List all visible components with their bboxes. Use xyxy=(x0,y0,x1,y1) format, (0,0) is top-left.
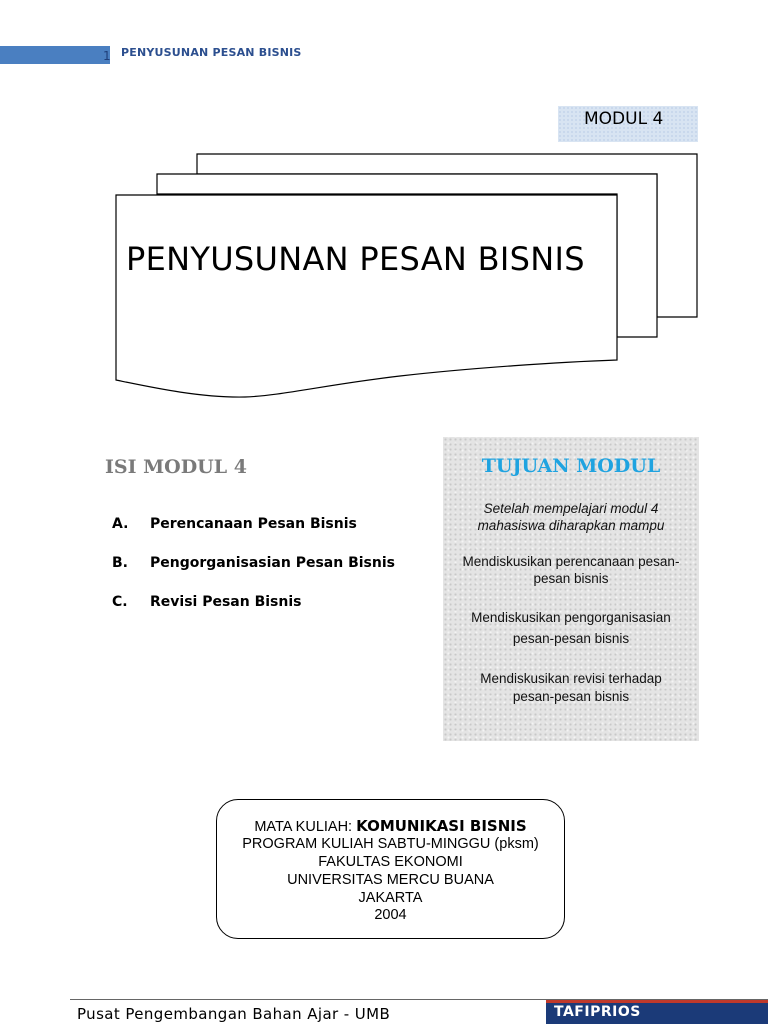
isi-item-text: Perencanaan Pesan Bisnis xyxy=(150,516,357,532)
footer-author-name: TAFIPRIOS xyxy=(554,1004,641,1020)
tujuan-line: Mendiskusikan perencanaan pesan- xyxy=(462,554,680,569)
tujuan-line: pesan-pesan bisnis xyxy=(512,631,630,646)
stacked-document-shape xyxy=(110,150,710,410)
isi-item-letter: C. xyxy=(112,594,128,610)
university-line: UNIVERSITAS MERCU BUANA xyxy=(287,872,494,888)
tujuan-intro-line: mahasiswa diharapkan mampu xyxy=(477,518,665,533)
isi-item xyxy=(104,555,395,571)
isi-item xyxy=(104,594,301,610)
mata-kuliah-label: MATA KULIAH: xyxy=(254,819,357,835)
tujuan-line: pesan bisnis xyxy=(533,571,609,586)
tujuan-line: pesan-pesan bisnis xyxy=(512,689,630,704)
mata-kuliah-line xyxy=(216,817,565,835)
isi-item xyxy=(104,516,357,532)
isi-item-text: Pengorganisasian Pesan Bisnis xyxy=(150,555,395,571)
page-number: 1 xyxy=(103,49,111,63)
city-line: JAKARTA xyxy=(358,890,423,906)
tujuan-modul-heading: TUJUAN MODUL xyxy=(481,455,661,477)
isi-item-letter: A. xyxy=(112,516,129,532)
isi-item-text: Revisi Pesan Bisnis xyxy=(150,594,302,610)
mata-kuliah-value: KOMUNIKASI BISNIS xyxy=(356,817,527,835)
modul-label: MODUL 4 xyxy=(584,109,664,129)
program-line: PROGRAM KULIAH SABTU-MINGGU (pksm) xyxy=(242,836,539,852)
isi-item-letter: B. xyxy=(112,555,128,571)
isi-modul-heading: ISI MODUL 4 xyxy=(105,456,247,478)
footer-badge-accent xyxy=(546,1000,768,1003)
running-header-title: PENYUSUNAN PESAN BISNIS xyxy=(121,46,302,59)
header-accent-bar xyxy=(0,46,110,64)
footer-publisher: Pusat Pengembangan Bahan Ajar - UMB xyxy=(77,1005,391,1023)
tujuan-line: Mendiskusikan pengorganisasian xyxy=(471,610,671,625)
document-main-title: PENYUSUNAN PESAN BISNIS xyxy=(126,240,585,278)
year-line: 2004 xyxy=(374,907,407,923)
faculty-line: FAKULTAS EKONOMI xyxy=(318,854,463,870)
tujuan-intro-line: Setelah mempelajari modul 4 xyxy=(483,501,659,516)
tujuan-line: Mendiskusikan revisi terhadap xyxy=(480,671,662,686)
